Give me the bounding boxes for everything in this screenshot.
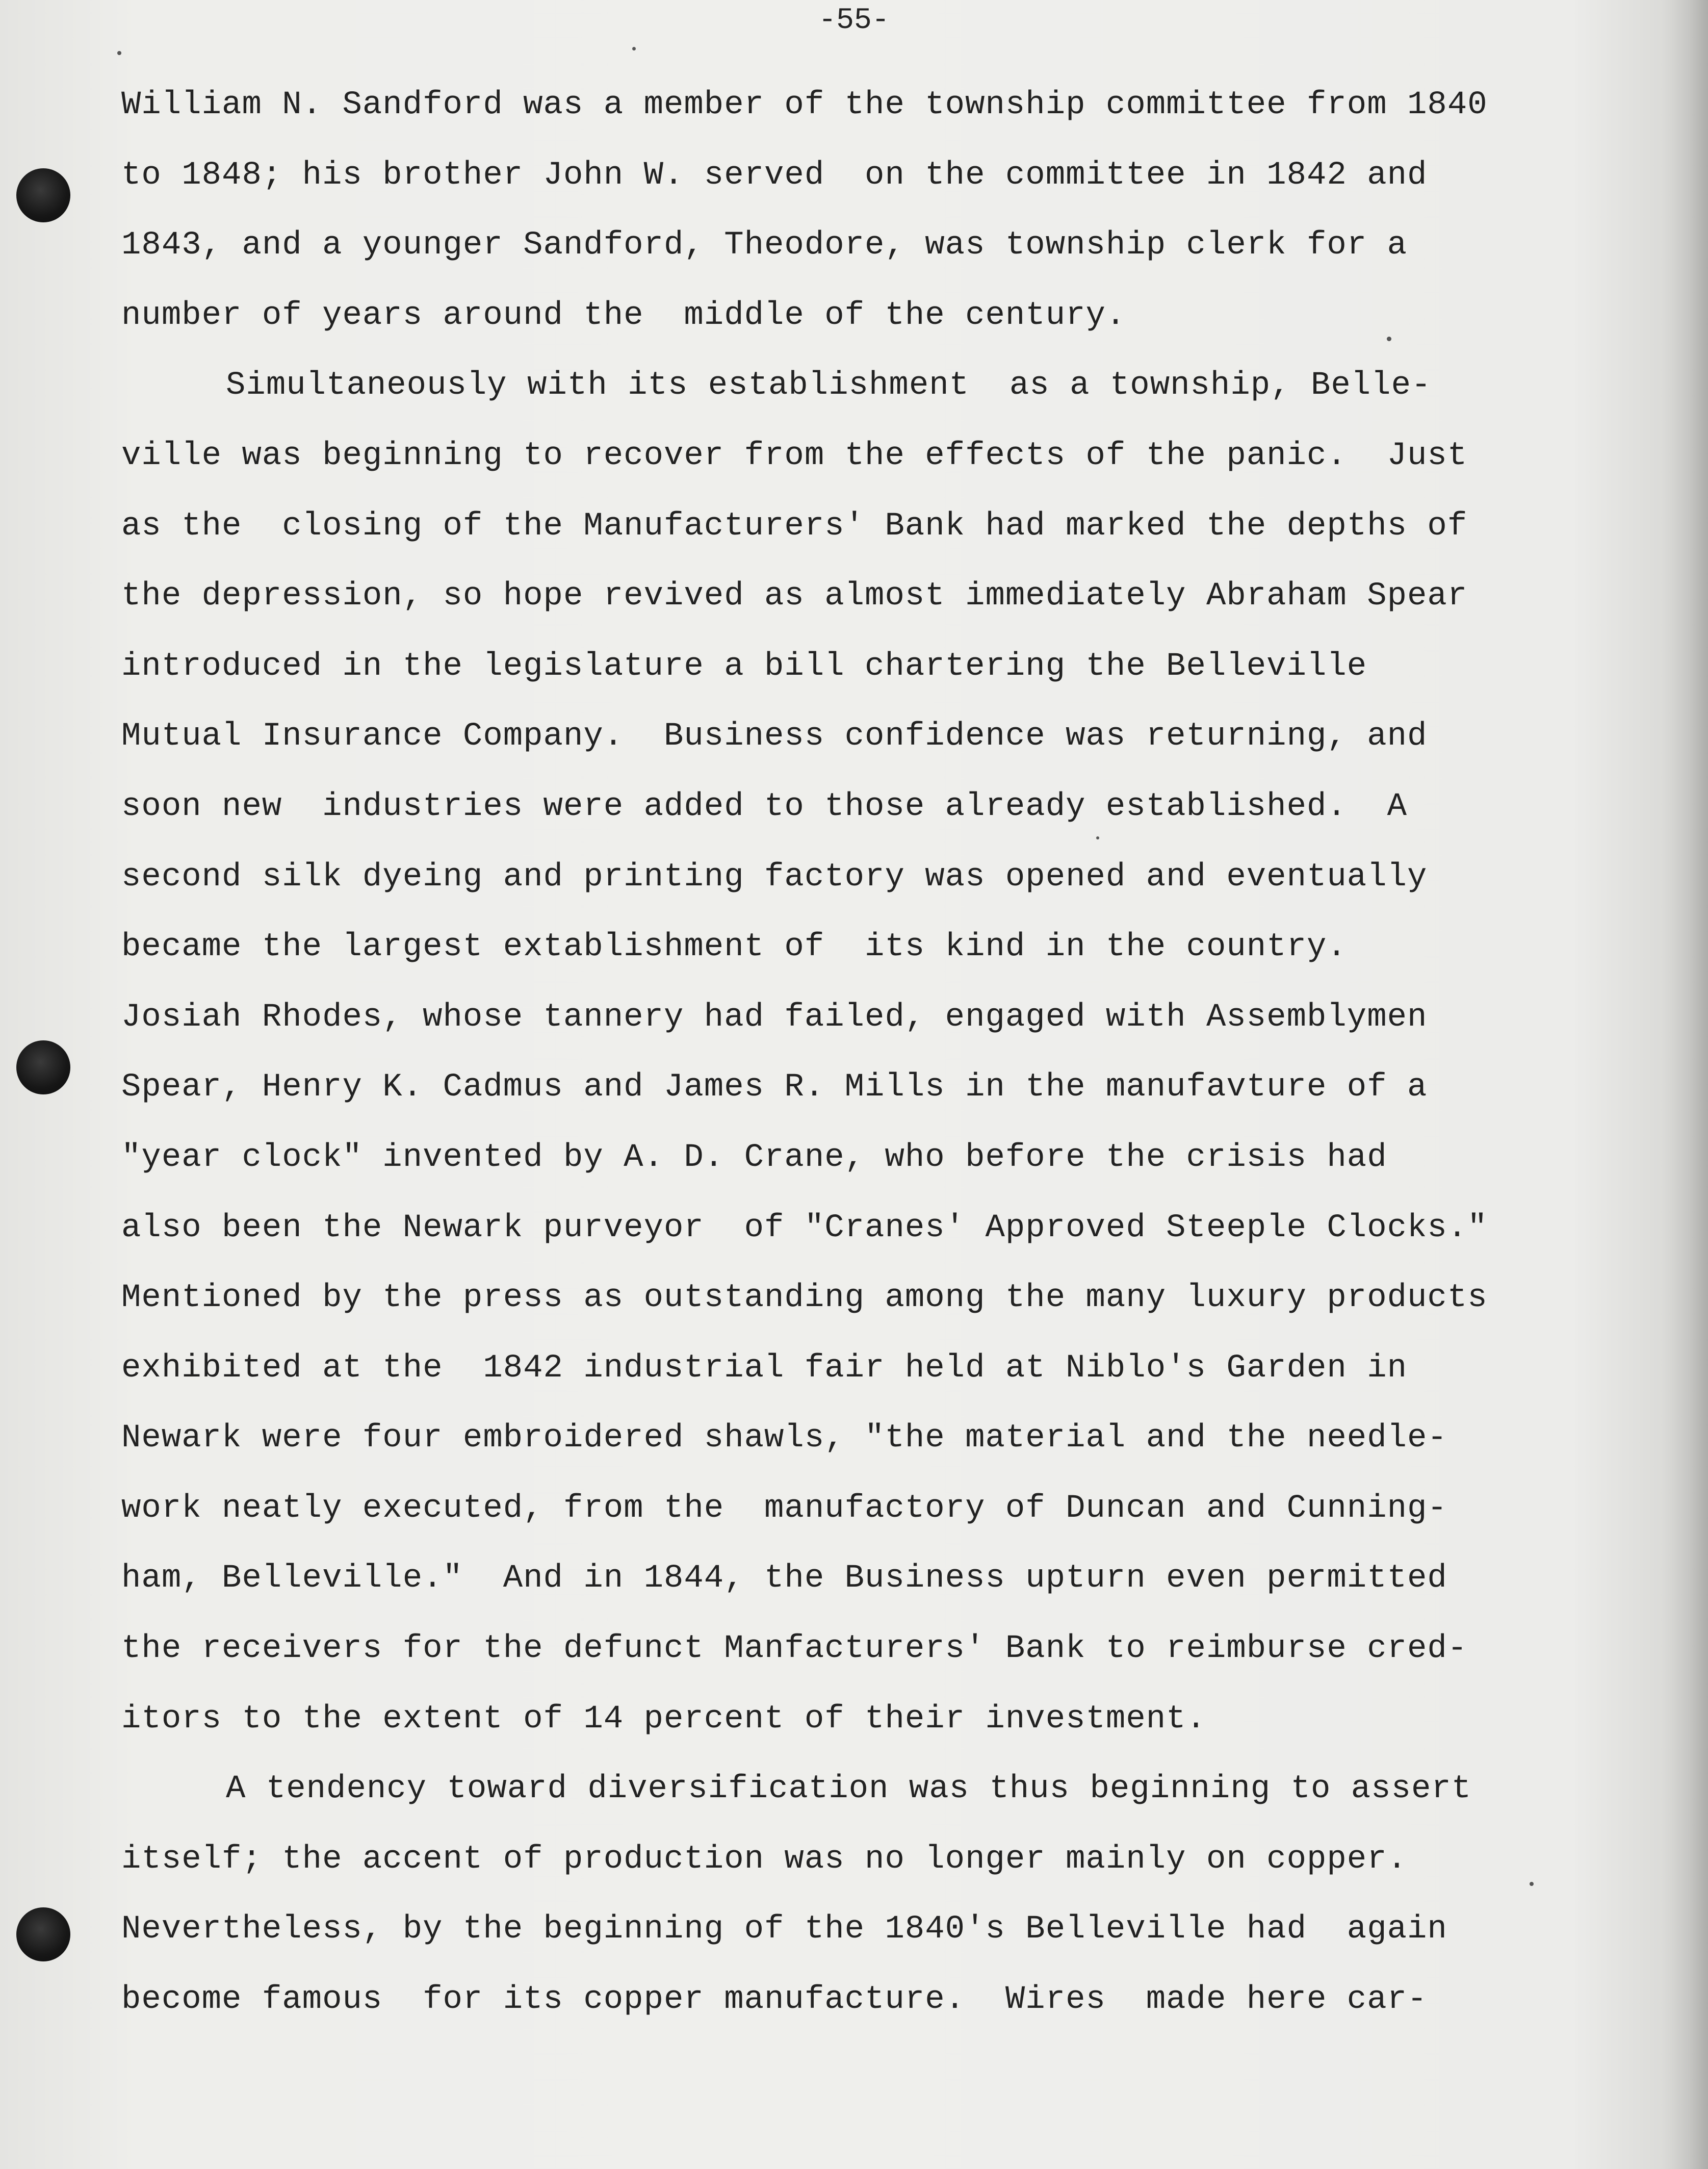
punch-hole-middle	[16, 1040, 70, 1094]
text-line: soon new industries were added to those already established. A	[121, 788, 1407, 825]
page-edge-shadow	[1662, 0, 1708, 2169]
text-line: Newark were four embroidered shawls, "the material and the needle-	[121, 1420, 1447, 1457]
text-line: to 1848; his brother John W. served on the committee in 1842 and	[121, 157, 1428, 194]
punch-hole-bottom	[16, 1907, 70, 1961]
text-line: Josiah Rhodes, whose tannery had failed, engaged with Assemblymen	[121, 999, 1428, 1036]
text-line: second silk dyeing and printing factory was opened and eventually	[121, 858, 1428, 896]
text-line: Nevertheless, by the beginning of the 1840's Belleville had again	[121, 1911, 1447, 1948]
text-line: introduced in the legislature a bill chartering the Belleville	[121, 648, 1367, 685]
text-line: William N. Sandford was a member of the township committee from 1840	[121, 87, 1488, 123]
punch-hole-top	[16, 168, 70, 222]
text-line: become famous for its copper manufacture. Wires made here car-	[121, 1981, 1428, 2019]
text-line: Mutual Insurance Company. Business confidence was returning, and	[121, 718, 1428, 755]
text-line: became the largest extablishment of its kind in the country.	[121, 929, 1347, 966]
text-line: Spear, Henry K. Cadmus and James R. Mills in the manufavture of a	[121, 1069, 1428, 1106]
paper-speck	[117, 51, 121, 55]
text-line: itself; the accent of production was no longer mainly on copper.	[121, 1841, 1407, 1878]
page-number: -55-	[818, 4, 890, 37]
text-line: Simultaneously with its establishment as a township, Belle-	[226, 367, 1432, 404]
text-line: number of years around the middle of the century.	[121, 297, 1126, 334]
text-line: itors to the extent of 14 percent of their investment.	[121, 1700, 1206, 1738]
text-line: the receivers for the defunct Manfacturers' Bank to reimburse cred-	[121, 1630, 1468, 1668]
text-line: the depression, so hope revived as almost immediately Abraham Spear	[121, 578, 1468, 615]
text-line: 1843, and a younger Sandford, Theodore, was township clerk for a	[121, 227, 1407, 264]
text-line: exhibited at the 1842 industrial fair held at Niblo's Garden in	[121, 1349, 1407, 1387]
text-line: ville was beginning to recover from the effects of the panic. Just	[121, 437, 1468, 474]
paper-speck	[632, 47, 636, 50]
text-line: Mentioned by the press as outstanding among the many luxury products	[121, 1280, 1488, 1317]
body-text	[121, 70, 1569, 2035]
text-line: "year clock" invented by A. D. Crane, who before the crisis had	[121, 1139, 1387, 1176]
text-line: A tendency toward diversification was thus beginning to assert	[226, 1771, 1472, 1808]
text-line: as the closing of the Manufacturers' Bank had marked the depths of	[121, 507, 1468, 545]
text-line: also been the Newark purveyor of "Cranes' Approved Steeple Clocks."	[121, 1209, 1488, 1246]
text-line: work neatly executed, from the manufactory of Duncan and Cunning-	[121, 1490, 1447, 1527]
text-line: ham, Belleville." And in 1844, the Business upturn even permitted	[121, 1560, 1447, 1597]
